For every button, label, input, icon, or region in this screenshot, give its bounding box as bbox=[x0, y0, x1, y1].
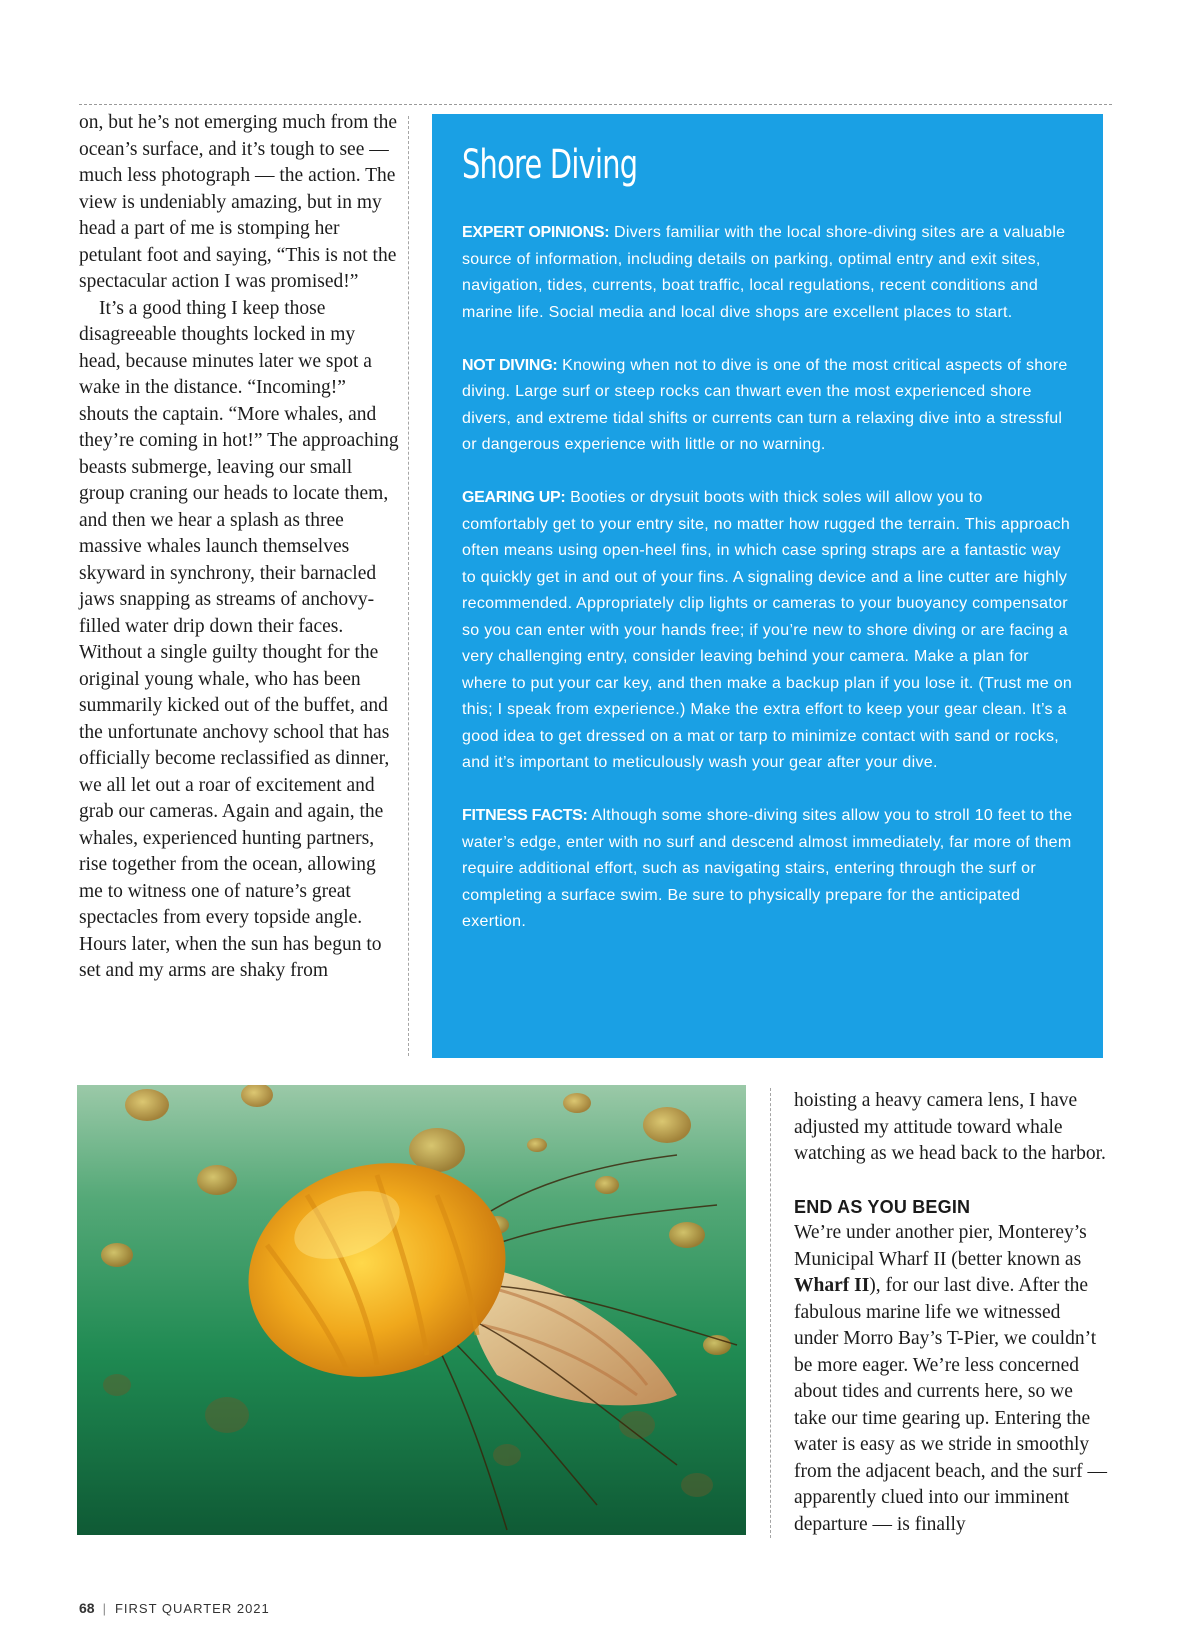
sidebar-section-fitness-facts bbox=[462, 803, 1073, 936]
left-column bbox=[79, 110, 399, 985]
sidebar-section-expert-opinions bbox=[462, 220, 1073, 326]
issue-label: FIRST QUARTER 2021 bbox=[114, 1601, 270, 1616]
page-number: 68 bbox=[79, 1600, 95, 1616]
sidebar-section-gearing-up bbox=[462, 485, 1073, 777]
sidebar-text: Booties or drysuit boots with thick soles will allow you to comfortably get to your entry site, no matter how rugged the terrain. This approach often means using open-heel fins, in which case spring straps are a fantastic way to quickly get in and out of your fins. A signaling device and a line cutter are highly recommended. Appropriately clip lights or cameras to your buoyancy compensator so you can enter with your hands free; if you’re new to shore diving or are facing a very challenging entry, consider leaving behind your camera. Make a plan for where to put your car key, and then make a backup plan if you lose it. (Trust me on this; I speak from experience.) Make the extra effort to keep your gear clean. It’s a good idea to get dressed on a mat or tarp to minimize contact with sand or rocks, and it’s important to meticulously wash your gear after your dive. bbox=[462, 489, 1073, 771]
right-column bbox=[794, 1088, 1109, 1538]
paragraph-text: ), for our last dive. After the fabulous marine life we witnessed under Morro Bay’s T-Pier, we couldn’t be more eager. We’re less concerned about tides and currents here, so we take our time gearing up. Entering the water is easy as we stride in smoothly from the adjacent beach, and the surf — apparently clued into our imminent departure — is finally bbox=[794, 1275, 1107, 1535]
sidebar-section-not-diving bbox=[462, 353, 1073, 459]
sidebar-text: Although some shore-diving sites allow you to stroll 10 feet to the water’s edge, enter with no surf and descend almost immediately, far more of them require additional effort, such as navigating stairs, entering through the surf or completing a surface swim. Be sure to physically prepare for the anticipated exertion. bbox=[462, 807, 1073, 930]
paragraph-gap bbox=[794, 1168, 1109, 1194]
left-paragraph-2: It’s a good thing I keep those disagreeable thoughts locked in my head, because minutes later we spot a wake in the distance. “Incoming!” shouts the captain. “More whales, and they’re coming in hot!” The approaching beasts submerge, leaving our small group craning our heads to locate them, and then we hear a splash as three massive whales launch themselves skyward in synchrony, their barnacled jaws snapping as streams of anchovy-filled water drip down their faces. Without a single guilty thought for the original young whale, who has been summarily kicked out of the buffet, and the unfortunate anchovy school that has officially become reclassified as dinner, we all let out a roar of excitement and grab our cameras. Again and again, the whales, experienced hunting partners, rise together from the ocean, allowing me to witness one of nature’s great spectacles from every topside angle. Hours later, when the sun has begun to set and my arms are shaky from bbox=[79, 297, 399, 981]
right-continuation: hoisting a heavy camera lens, I have adjusted my attitude toward whale watching as we head back to the harbor. bbox=[794, 1090, 1106, 1164]
top-rule bbox=[79, 104, 1112, 105]
right-paragraph bbox=[794, 1220, 1109, 1538]
section-subhead: END AS YOU BEGIN bbox=[794, 1196, 971, 1217]
sidebar-heading: EXPERT OPINIONS: bbox=[462, 224, 610, 241]
paragraph-text: We’re under another pier, Monterey’s Municipal Wharf II (better known as bbox=[794, 1222, 1087, 1270]
bold-term: Wharf II bbox=[794, 1275, 870, 1296]
sidebar-heading: GEARING UP: bbox=[462, 489, 566, 506]
jellyfish-photo bbox=[77, 1085, 746, 1535]
footer-separator: | bbox=[102, 1601, 107, 1616]
column-divider bbox=[408, 116, 409, 1056]
sidebar-heading: FITNESS FACTS: bbox=[462, 807, 588, 824]
sidebar-text: Divers familiar with the local shore-diving sites are a valuable source of information, including details on parking, optimal entry and exit sites, navigation, tides, currents, boat traffic, local regulations, recent conditions and marine life. Social media and local dive shops are excellent places to start. bbox=[462, 224, 1066, 321]
page-footer bbox=[79, 1600, 270, 1616]
jellyfish-illustration bbox=[77, 1085, 746, 1535]
left-paragraph-1: on, but he’s not emerging much from the ocean’s surface, and it’s tough to see — much less photograph — the action. The view is undeniably amazing, but in my head a part of me is stomping her petulant foot and saying, “This is not the spectacular action I was promised!” bbox=[79, 112, 398, 292]
shore-diving-sidebar bbox=[432, 114, 1103, 1058]
sidebar-title: Shore Diving bbox=[462, 142, 638, 188]
sidebar-heading: NOT DIVING: bbox=[462, 356, 558, 374]
sidebar-text: Knowing when not to dive is one of the most critical aspects of shore diving. Large surf or steep rocks can thwart even the most experienced shore divers, and extreme tidal shifts or currents can turn a relaxing dive into a stressful or dangerous experience with little or no warning. bbox=[462, 356, 1068, 453]
column-divider bbox=[770, 1088, 771, 1538]
